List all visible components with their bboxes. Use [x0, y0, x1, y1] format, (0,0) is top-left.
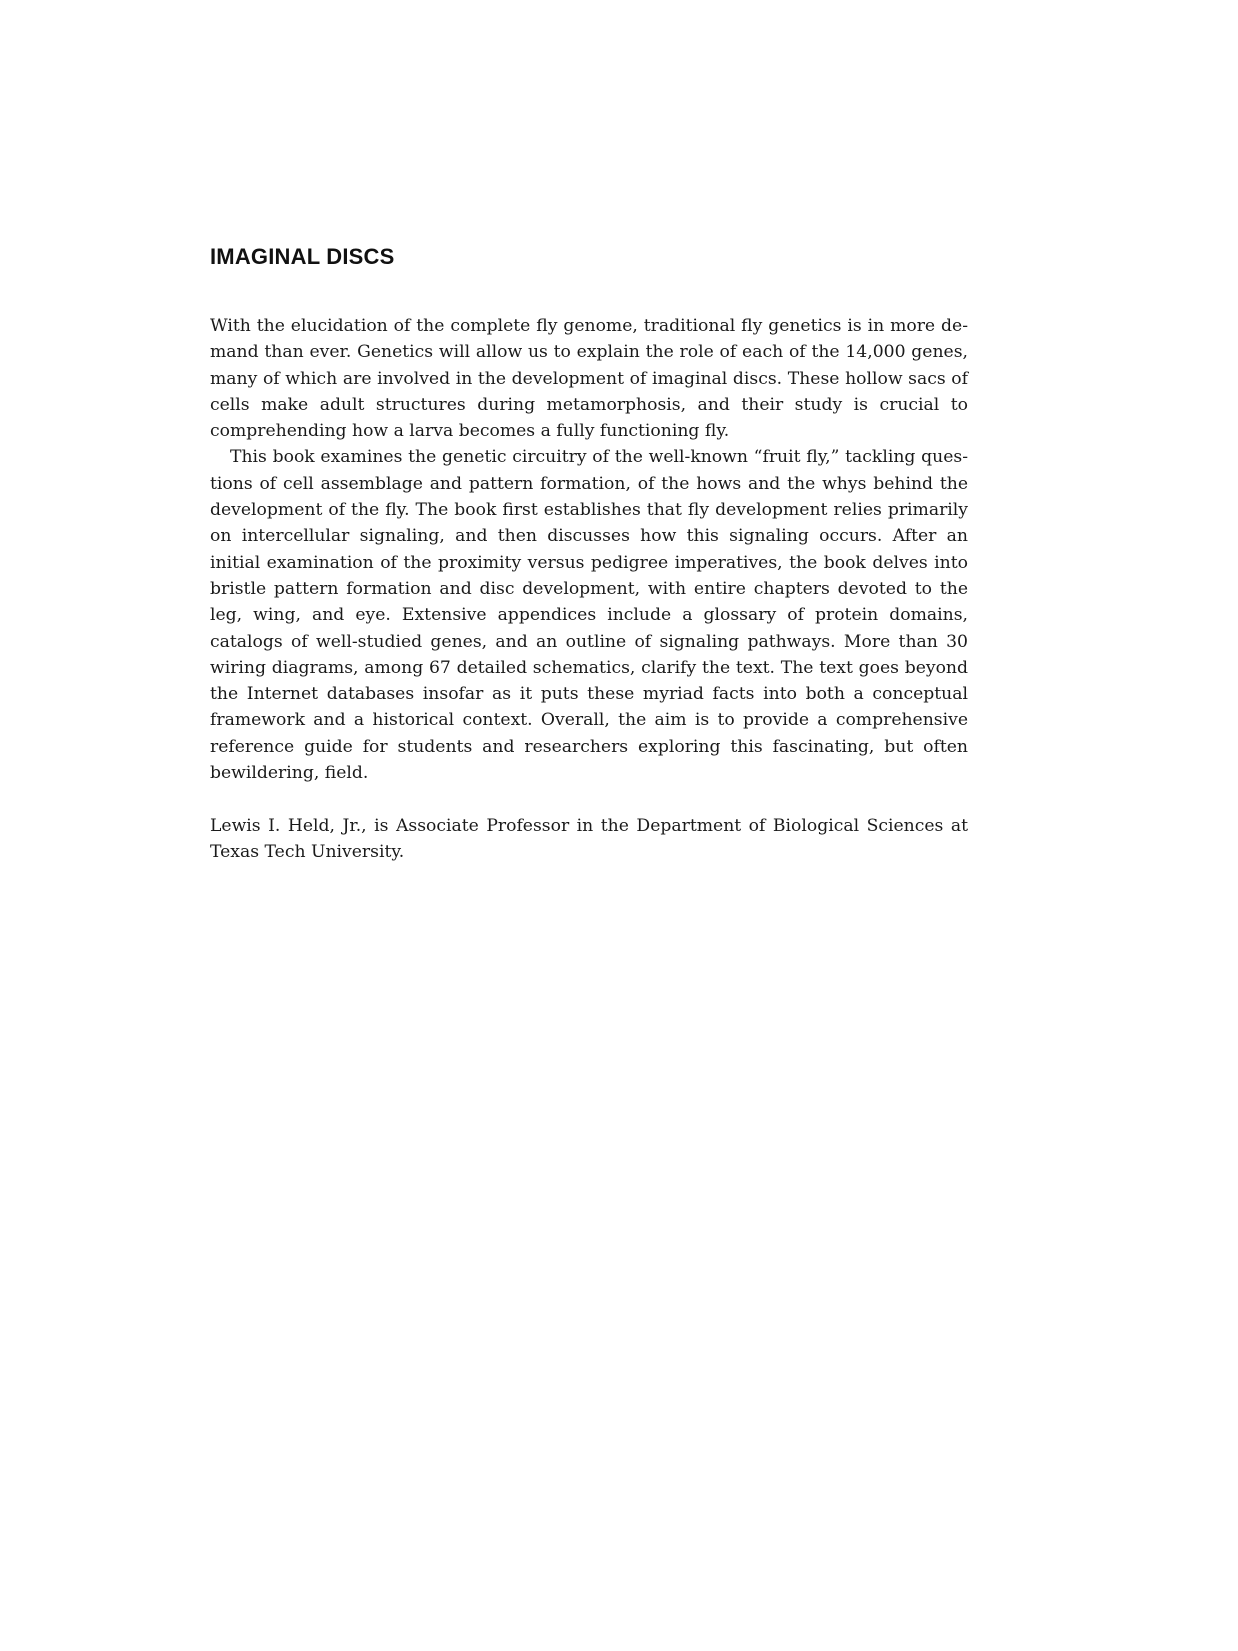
author-bio: Lewis I. Held, Jr., is Associate Professor in the Department of Biological Sciences at Texas Tech University. [210, 815, 968, 862]
body-text [210, 313, 968, 865]
page-title: IMAGINAL DISCS [210, 244, 395, 269]
description-paragraph-2: This book examines the genetic circuitry of the well-known “fruit fly,” tackling questions of cell assemblage and pattern formation, of the hows and the whys behind the development of the fly. The book first establishes that fly development relies primarily on intercellular signaling, and then discusses how this signaling occurs. After an initial examination of the proximity versus pedigree imperatives, the book delves into bristle pattern formation and disc development, with entire chapters devoted to the leg, wing, and eye. Extensive appendices include a glossary of protein domains, catalogs of well-studied genes, and an outline of signaling pathways. More than 30 wiring diagrams, among 67 detailed schematics, clarify the text. The text goes beyond the Internet databases insofar as it puts these myriad facts into both a conceptual framework and a historical context. Overall, the aim is to provide a comprehensive reference guide for students and researchers exploring this fascinating, but often bewildering, field. [210, 447, 968, 784]
description-paragraph-1: With the elucidation of the complete fly genome, traditional fly genetics is in more demand than ever. Genetics will allow us to explain the role of each of the 14,000 genes, many of which are involved in the development of imaginal discs. These hollow sacs of cells make adult structures during metamorphosis, and their study is crucial to comprehending how a larva becomes a fully functioning fly. [210, 316, 968, 442]
